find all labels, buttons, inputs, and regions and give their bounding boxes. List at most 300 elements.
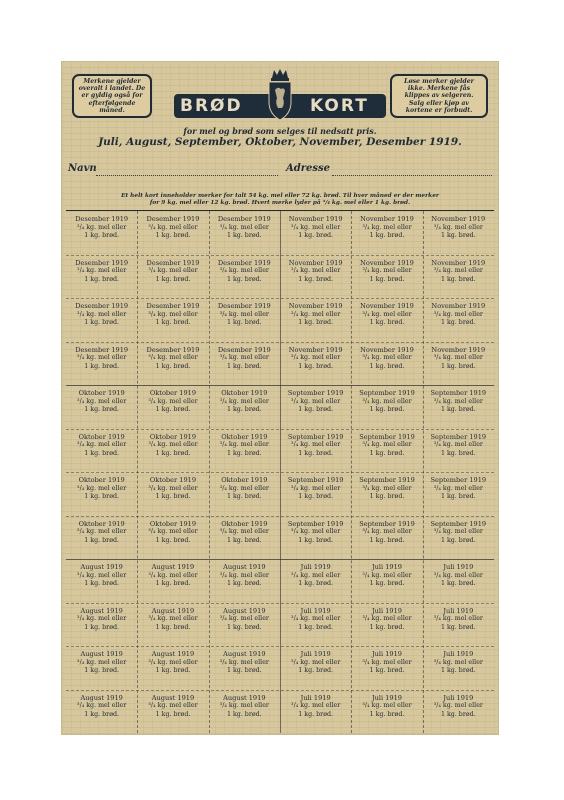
coupon-bread-amount: 1 kg. brød. (369, 623, 405, 631)
coupon-flour-amount: ³/₄ kg. mel eller (219, 528, 269, 536)
coupon-flour-amount: ³/₄ kg. mel eller (433, 484, 483, 492)
ration-coupon[interactable] (423, 298, 494, 342)
notice-right (390, 74, 488, 118)
coupon-flour-amount: ³/₄ kg. mel eller (77, 615, 127, 623)
coupon-bread-amount: 1 kg. brød. (226, 449, 262, 457)
coupon-flour-amount: ³/₄ kg. mel eller (77, 223, 127, 231)
coupon-month: August 1919 (151, 650, 195, 658)
coupon-flour-amount: ³/₄ kg. mel eller (433, 267, 483, 275)
coupon-month: Juli 1919 (443, 693, 474, 702)
coupon-month: Oktober 1919 (78, 519, 125, 528)
coupon-month: Juli 1919 (372, 650, 402, 658)
coupon-bread-amount: 1 kg. brød. (226, 406, 262, 414)
coupon-flour-amount: ³/₄ kg. mel eller (148, 354, 198, 362)
coupon-flour-amount: ³/₄ kg. mel eller (148, 702, 198, 710)
ration-coupon[interactable] (137, 559, 208, 603)
coupon-flour-amount: ³/₄ kg. mel eller (433, 354, 483, 362)
ration-coupon[interactable] (280, 342, 351, 386)
ration-coupon[interactable] (280, 211, 351, 255)
coupon-bread-amount: 1 kg. brød. (298, 449, 334, 457)
coupon-month: Desember 1919 (75, 215, 129, 223)
coupon-bread-amount: 1 kg. brød. (298, 493, 334, 501)
notice-left-line: måned. (99, 106, 125, 114)
coupon-bread-amount: 1 kg. brød. (226, 232, 262, 240)
ration-coupon[interactable] (351, 690, 422, 734)
coupon-flour-amount: ³/₄ kg. mel eller (148, 441, 198, 449)
coupon-bread-amount: 1 kg. brød. (298, 362, 334, 370)
coupon-bread-amount: 1 kg. brød. (226, 536, 262, 544)
coupon-flour-amount: ³/₄ kg. mel eller (77, 702, 127, 710)
coupon-month: September 1919 (359, 389, 415, 397)
notice-left-line: overalt i landet. De (78, 85, 146, 93)
coupon-month: Juli 1919 (443, 563, 474, 571)
months-line: Juli, August, September, Oktober, November, Desember 1919. (98, 136, 462, 148)
title-right-word: KORT (310, 96, 369, 116)
coupon-flour-amount: ³/₄ kg. mel eller (77, 397, 127, 405)
ration-coupon[interactable] (66, 298, 137, 342)
ration-coupon[interactable] (351, 298, 422, 342)
coupon-bread-amount: 1 kg. brød. (440, 449, 476, 457)
coupon-bread-amount: 1 kg. brød. (84, 319, 120, 327)
coupon-flour-amount: ³/₄ kg. mel eller (148, 658, 198, 666)
ration-coupon[interactable] (137, 646, 208, 690)
ration-coupon[interactable] (351, 342, 422, 386)
notice-right-line: kortene er forbudt. (405, 106, 473, 114)
ration-coupon[interactable] (351, 603, 422, 647)
ration-coupon[interactable] (280, 603, 351, 647)
ration-coupon[interactable] (423, 255, 494, 299)
ration-coupon[interactable] (137, 342, 208, 386)
coupon-bread-amount: 1 kg. brød. (298, 710, 334, 718)
coupon-flour-amount: ³/₄ kg. mel eller (362, 397, 412, 405)
coupon-month: November 1919 (431, 215, 486, 223)
coupon-month: Desember 1919 (146, 302, 200, 310)
ration-coupon[interactable] (351, 429, 422, 473)
coupon-flour-amount: ³/₄ kg. mel eller (148, 267, 198, 275)
title-left-word: BRØD (180, 96, 243, 116)
ration-coupon[interactable] (137, 429, 208, 473)
coupon-bread-amount: 1 kg. brød. (155, 710, 191, 718)
ration-coupon[interactable] (280, 298, 351, 342)
coupon-bread-amount: 1 kg. brød. (440, 710, 476, 718)
info-line-2: for 9 kg. mel eller 12 kg. brød. Hvert merke lyder på ³/₄ kg. mel eller 1 kg. brød. (149, 200, 411, 206)
coupon-flour-amount: ³/₄ kg. mel eller (291, 397, 341, 405)
coupon-flour-amount: ³/₄ kg. mel eller (291, 354, 341, 362)
coupon-flour-amount: ³/₄ kg. mel eller (77, 528, 127, 536)
coat-of-arms-icon (266, 68, 294, 122)
perforation-horizontal (66, 472, 494, 473)
ration-coupon[interactable] (423, 472, 494, 516)
perforation-horizontal (66, 690, 494, 691)
coupon-flour-amount: ³/₄ kg. mel eller (291, 571, 341, 579)
ration-coupon[interactable] (66, 559, 137, 603)
coupon-month: Desember 1919 (217, 215, 271, 223)
coupon-month: November 1919 (288, 302, 343, 310)
coupon-flour-amount: ³/₄ kg. mel eller (219, 571, 269, 579)
coupon-bread-amount: 1 kg. brød. (155, 232, 191, 240)
coupon-month: September 1919 (430, 476, 487, 484)
ration-coupon[interactable] (423, 211, 494, 255)
coupon-flour-amount: ³/₄ kg. mel eller (433, 658, 483, 666)
coupon-bread-amount: 1 kg. brød. (155, 362, 191, 370)
coupon-bread-amount: 1 kg. brød. (226, 275, 262, 283)
ration-coupon[interactable] (423, 516, 494, 560)
coupon-bread-amount: 1 kg. brød. (226, 623, 262, 631)
coupon-flour-amount: ³/₄ kg. mel eller (362, 310, 412, 318)
coupon-flour-amount: ³/₄ kg. mel eller (291, 310, 341, 318)
coupon-bread-amount: 1 kg. brød. (84, 580, 120, 588)
coupon-month: Oktober 1919 (149, 519, 197, 528)
coupon-flour-amount: ³/₄ kg. mel eller (362, 571, 412, 579)
ration-coupon[interactable] (280, 690, 351, 734)
month-group-divider (66, 559, 494, 560)
coupon-month: September 1919 (287, 432, 344, 441)
coupon-flour-amount: ³/₄ kg. mel eller (219, 441, 269, 449)
ration-coupon[interactable] (209, 603, 280, 647)
ration-coupon[interactable] (423, 385, 494, 429)
ration-coupon[interactable] (209, 646, 280, 690)
perforation-horizontal (66, 516, 494, 517)
coupon-bread-amount: 1 kg. brød. (84, 275, 120, 283)
name-label: Navn (68, 163, 97, 174)
ration-coupon[interactable] (351, 211, 422, 255)
coupon-flour-amount: ³/₄ kg. mel eller (148, 571, 198, 579)
coupon-month: November 1919 (431, 258, 486, 267)
address-label: Adresse (286, 163, 331, 174)
coupon-flour-amount: ³/₄ kg. mel eller (433, 441, 483, 449)
coupon-flour-amount: ³/₄ kg. mel eller (219, 658, 269, 666)
coupon-bread-amount: 1 kg. brød. (440, 319, 476, 327)
coupon-bread-amount: 1 kg. brød. (155, 623, 191, 631)
coupon-flour-amount: ³/₄ kg. mel eller (219, 484, 269, 492)
ration-coupon[interactable] (66, 429, 137, 473)
ration-coupon[interactable] (137, 385, 208, 429)
coupon-flour-amount: ³/₄ kg. mel eller (362, 484, 412, 492)
coupon-flour-amount: ³/₄ kg. mel eller (219, 615, 269, 623)
ration-coupon[interactable] (209, 472, 280, 516)
coupon-bread-amount: 1 kg. brød. (84, 493, 120, 501)
ration-coupon[interactable] (137, 690, 208, 734)
coupon-month: November 1919 (431, 302, 486, 310)
coupon-bread-amount: 1 kg. brød. (369, 710, 405, 718)
coupon-bread-amount: 1 kg. brød. (84, 449, 120, 457)
notice-right-line: Salg eller kjøp av (408, 99, 470, 107)
ration-coupon[interactable] (280, 516, 351, 560)
coupon-flour-amount: ³/₄ kg. mel eller (148, 223, 198, 231)
ration-coupon[interactable] (423, 342, 494, 386)
coupon-month: Oktober 1919 (149, 476, 197, 484)
coupon-month: September 1919 (287, 519, 344, 528)
coupon-bread-amount: 1 kg. brød. (298, 667, 334, 675)
coupon-bread-amount: 1 kg. brød. (369, 275, 405, 283)
info-line-1: Et helt kort inneholder merker for talt 54 kg. mel eller 72 kg. brød. Til hver måned er der merker (121, 193, 439, 199)
coupon-bread-amount: 1 kg. brød. (155, 319, 191, 327)
coupon-month: Oktober 1919 (78, 432, 125, 441)
coupon-flour-amount: ³/₄ kg. mel eller (291, 702, 341, 710)
coupon-month: August 1919 (223, 606, 266, 615)
coupon-month: Oktober 1919 (78, 389, 125, 397)
coupon-bread-amount: 1 kg. brød. (226, 362, 262, 370)
coupon-month: Juli 1919 (372, 606, 402, 615)
ration-coupon[interactable] (137, 298, 208, 342)
ration-coupon[interactable] (209, 516, 280, 560)
coupon-bread-amount: 1 kg. brød. (298, 275, 334, 283)
coupon-flour-amount: ³/₄ kg. mel eller (433, 223, 483, 231)
coupon-bread-amount: 1 kg. brød. (298, 406, 334, 414)
coupon-flour-amount: ³/₄ kg. mel eller (148, 528, 198, 536)
coupon-month: September 1919 (430, 519, 487, 528)
coupon-flour-amount: ³/₄ kg. mel eller (219, 354, 269, 362)
coupon-month: August 1919 (223, 693, 266, 702)
coupon-month: August 1919 (151, 563, 195, 571)
coupon-month: August 1919 (151, 693, 195, 702)
coupon-bread-amount: 1 kg. brød. (440, 362, 476, 370)
ration-coupon[interactable] (137, 211, 208, 255)
ration-coupon[interactable] (209, 255, 280, 299)
ration-coupon[interactable] (66, 516, 137, 560)
ration-coupon[interactable] (66, 603, 137, 647)
subtitle: for mel og brød som selges til nedsatt pris. (183, 126, 377, 136)
address-field[interactable] (332, 175, 492, 176)
coupon-bread-amount: 1 kg. brød. (84, 406, 120, 414)
ration-coupon[interactable] (351, 472, 422, 516)
notice-left-line: efterfølgende (88, 99, 136, 107)
coupon-flour-amount: ³/₄ kg. mel eller (433, 397, 483, 405)
coupon-bread-amount: 1 kg. brød. (298, 580, 334, 588)
ration-coupon[interactable] (66, 690, 137, 734)
coupon-flour-amount: ³/₄ kg. mel eller (77, 571, 127, 579)
coupon-month: Juli 1919 (443, 650, 474, 658)
notice-right-line: klippes av selgeren. (404, 92, 474, 100)
coupon-flour-amount: ³/₄ kg. mel eller (148, 615, 198, 623)
coupon-month: Desember 1919 (217, 258, 271, 267)
ration-coupon[interactable] (209, 298, 280, 342)
coupon-month: November 1919 (431, 345, 486, 354)
coupon-month: Oktober 1919 (78, 476, 125, 484)
ration-coupon[interactable] (209, 559, 280, 603)
coupon-bread-amount: 1 kg. brød. (155, 493, 191, 501)
ration-coupon[interactable] (66, 255, 137, 299)
perforation-horizontal (66, 255, 494, 256)
coupon-flour-amount: ³/₄ kg. mel eller (291, 267, 341, 275)
coupon-bread-amount: 1 kg. brød. (155, 667, 191, 675)
coupon-month: Oktober 1919 (221, 519, 268, 528)
coupon-bread-amount: 1 kg. brød. (155, 580, 191, 588)
coupon-bread-amount: 1 kg. brød. (298, 536, 334, 544)
coupon-bread-amount: 1 kg. brød. (298, 623, 334, 631)
coupon-bread-amount: 1 kg. brød. (440, 493, 476, 501)
coupon-flour-amount: ³/₄ kg. mel eller (433, 702, 483, 710)
notice-right-line: ikke. Merkene fås (407, 85, 471, 93)
coupon-month: August 1919 (80, 650, 123, 658)
coupon-flour-amount: ³/₄ kg. mel eller (219, 397, 269, 405)
coupon-month: Oktober 1919 (221, 476, 268, 484)
coupon-month: Desember 1919 (217, 345, 271, 354)
ration-coupon[interactable] (209, 690, 280, 734)
ration-coupon[interactable] (209, 385, 280, 429)
ration-coupon[interactable] (209, 429, 280, 473)
ration-coupon[interactable] (423, 690, 494, 734)
notice-right-line: Løse merker gjelder (404, 78, 474, 85)
ration-coupon[interactable] (423, 603, 494, 647)
notice-left-line: Merkene gjelder (83, 78, 141, 85)
coupon-flour-amount: ³/₄ kg. mel eller (291, 658, 341, 666)
coupon-month: Desember 1919 (146, 258, 200, 267)
coupon-month: Juli 1919 (300, 693, 331, 702)
coupon-flour-amount: ³/₄ kg. mel eller (219, 223, 269, 231)
coupon-bread-amount: 1 kg. brød. (226, 493, 262, 501)
coupon-bread-amount: 1 kg. brød. (369, 406, 405, 414)
coupon-month: Desember 1919 (75, 258, 129, 267)
coupon-flour-amount: ³/₄ kg. mel eller (433, 310, 483, 318)
notice-left-line: er gyldig også for (81, 92, 143, 100)
coupon-flour-amount: ³/₄ kg. mel eller (148, 397, 198, 405)
ration-coupon[interactable] (280, 472, 351, 516)
coupon-flour-amount: ³/₄ kg. mel eller (291, 484, 341, 492)
coupon-flour-amount: ³/₄ kg. mel eller (433, 528, 483, 536)
ration-coupon[interactable] (209, 211, 280, 255)
coupon-bread-amount: 1 kg. brød. (369, 362, 405, 370)
coupon-flour-amount: ³/₄ kg. mel eller (291, 441, 341, 449)
ration-coupon[interactable] (280, 429, 351, 473)
coupon-flour-amount: ³/₄ kg. mel eller (291, 528, 341, 536)
coupon-bread-amount: 1 kg. brød. (84, 362, 120, 370)
coupon-bread-amount: 1 kg. brød. (298, 232, 334, 240)
coupon-bread-amount: 1 kg. brød. (440, 275, 476, 283)
coupon-bread-amount: 1 kg. brød. (84, 710, 120, 718)
coupon-bread-amount: 1 kg. brød. (440, 536, 476, 544)
ration-coupon[interactable] (280, 559, 351, 603)
name-field[interactable] (96, 175, 278, 176)
coupon-bread-amount: 1 kg. brød. (440, 667, 476, 675)
coupon-month: Juli 1919 (300, 563, 331, 571)
coupon-bread-amount: 1 kg. brød. (226, 710, 262, 718)
coupon-bread-amount: 1 kg. brød. (369, 449, 405, 457)
perforation-horizontal (66, 429, 494, 430)
month-group-divider (66, 385, 494, 386)
coupon-flour-amount: ³/₄ kg. mel eller (77, 267, 127, 275)
coupon-flour-amount: ³/₄ kg. mel eller (77, 441, 127, 449)
coupon-flour-amount: ³/₄ kg. mel eller (77, 354, 127, 362)
coupon-bread-amount: 1 kg. brød. (369, 319, 405, 327)
coupon-month: Desember 1919 (75, 302, 129, 310)
coupon-flour-amount: ³/₄ kg. mel eller (433, 571, 483, 579)
coupon-month: November 1919 (360, 345, 414, 354)
coupon-month: August 1919 (223, 650, 266, 658)
coupon-month: September 1919 (430, 432, 487, 441)
coupon-bread-amount: 1 kg. brød. (84, 536, 120, 544)
coupon-bread-amount: 1 kg. brød. (440, 406, 476, 414)
bread-ration-card (62, 62, 498, 734)
coupon-month: Oktober 1919 (149, 432, 197, 441)
coupon-bread-amount: 1 kg. brød. (155, 275, 191, 283)
ration-coupon[interactable] (66, 385, 137, 429)
coupon-month: Juli 1919 (300, 650, 331, 658)
coupon-flour-amount: ³/₄ kg. mel eller (433, 615, 483, 623)
coupon-flour-amount: ³/₄ kg. mel eller (77, 484, 127, 492)
coupon-month: November 1919 (360, 258, 414, 267)
coupon-bread-amount: 1 kg. brød. (155, 536, 191, 544)
coupon-bread-amount: 1 kg. brød. (369, 667, 405, 675)
coupon-month: November 1919 (288, 215, 343, 223)
ration-coupon[interactable] (66, 342, 137, 386)
coupon-bread-amount: 1 kg. brød. (369, 536, 405, 544)
ration-coupon[interactable] (423, 559, 494, 603)
coupon-month: November 1919 (288, 345, 343, 354)
ration-coupon[interactable] (137, 472, 208, 516)
ration-coupon[interactable] (209, 342, 280, 386)
perforation-horizontal (66, 298, 494, 299)
ration-coupon[interactable] (280, 255, 351, 299)
ration-coupon[interactable] (351, 646, 422, 690)
coupon-flour-amount: ³/₄ kg. mel eller (219, 267, 269, 275)
coupon-bread-amount: 1 kg. brød. (440, 580, 476, 588)
ration-coupon[interactable] (351, 516, 422, 560)
ration-coupon[interactable] (137, 603, 208, 647)
coupon-flour-amount: ³/₄ kg. mel eller (77, 310, 127, 318)
ration-coupon[interactable] (423, 429, 494, 473)
coupon-month: August 1919 (151, 606, 195, 615)
coupon-bread-amount: 1 kg. brød. (369, 232, 405, 240)
coupon-month: August 1919 (223, 563, 266, 571)
coupon-flour-amount: ³/₄ kg. mel eller (219, 702, 269, 710)
coupon-month: September 1919 (430, 389, 487, 397)
perforation-horizontal (66, 603, 494, 604)
coupon-month: Oktober 1919 (221, 389, 268, 397)
ration-coupon[interactable] (137, 255, 208, 299)
coupon-bread-amount: 1 kg. brød. (84, 232, 120, 240)
coupon-bread-amount: 1 kg. brød. (440, 232, 476, 240)
coupon-bread-amount: 1 kg. brød. (155, 449, 191, 457)
perforation-horizontal (66, 646, 494, 647)
coupon-month: Juli 1919 (300, 606, 331, 615)
ration-coupon[interactable] (137, 516, 208, 560)
ration-coupon[interactable] (66, 646, 137, 690)
ration-coupon[interactable] (66, 472, 137, 516)
coupon-month: Juli 1919 (443, 606, 474, 615)
ration-coupon[interactable] (423, 646, 494, 690)
ration-coupon[interactable] (351, 559, 422, 603)
coupon-flour-amount: ³/₄ kg. mel eller (362, 702, 412, 710)
ration-coupon[interactable] (351, 255, 422, 299)
coupon-month: August 1919 (80, 693, 123, 702)
coupon-flour-amount: ³/₄ kg. mel eller (362, 615, 412, 623)
coupon-month: Desember 1919 (75, 345, 129, 354)
coupon-flour-amount: ³/₄ kg. mel eller (148, 310, 198, 318)
coupon-bread-amount: 1 kg. brød. (226, 667, 262, 675)
perforation-horizontal (66, 342, 494, 343)
ration-coupon[interactable] (66, 211, 137, 255)
coupon-flour-amount: ³/₄ kg. mel eller (362, 354, 412, 362)
coupon-month: Oktober 1919 (221, 432, 268, 441)
coupon-month: November 1919 (360, 215, 414, 223)
ration-coupon[interactable] (351, 385, 422, 429)
coupon-flour-amount: ³/₄ kg. mel eller (362, 223, 412, 231)
ration-coupon[interactable] (280, 646, 351, 690)
coupon-month: November 1919 (360, 302, 414, 310)
coupon-month: September 1919 (287, 389, 344, 397)
coupon-month: November 1919 (288, 258, 343, 267)
coupon-flour-amount: ³/₄ kg. mel eller (362, 441, 412, 449)
coupon-flour-amount: ³/₄ kg. mel eller (148, 484, 198, 492)
notice-left (72, 74, 152, 118)
coupon-month: September 1919 (359, 432, 415, 441)
coupon-flour-amount: ³/₄ kg. mel eller (77, 658, 127, 666)
coupon-month: August 1919 (80, 606, 123, 615)
coupon-bread-amount: 1 kg. brød. (226, 580, 262, 588)
coupon-bread-amount: 1 kg. brød. (84, 667, 120, 675)
ration-coupon[interactable] (280, 385, 351, 429)
